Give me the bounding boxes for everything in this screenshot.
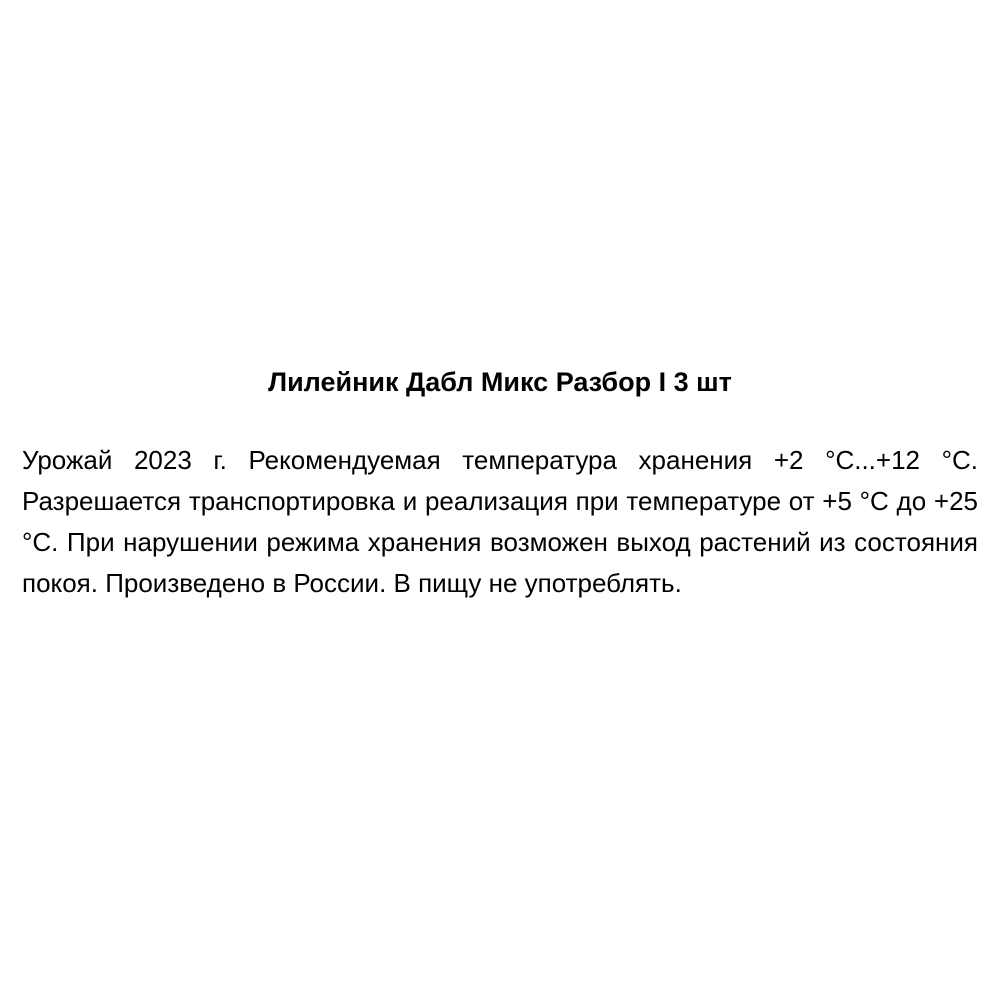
product-description: Урожай 2023 г. Рекомендуемая температура хранения +2 °С...+12 °С. Разрешается транспортировка и реализация при температуре от +5 °С до +25 °С. При нарушении режима хранения возможен выход растений из состояния покоя. Произведено в России. В пищу не употреблять.	[22, 445, 978, 598]
product-title: Лилейник Дабл Микс Разбор I 3 шт	[268, 367, 732, 397]
